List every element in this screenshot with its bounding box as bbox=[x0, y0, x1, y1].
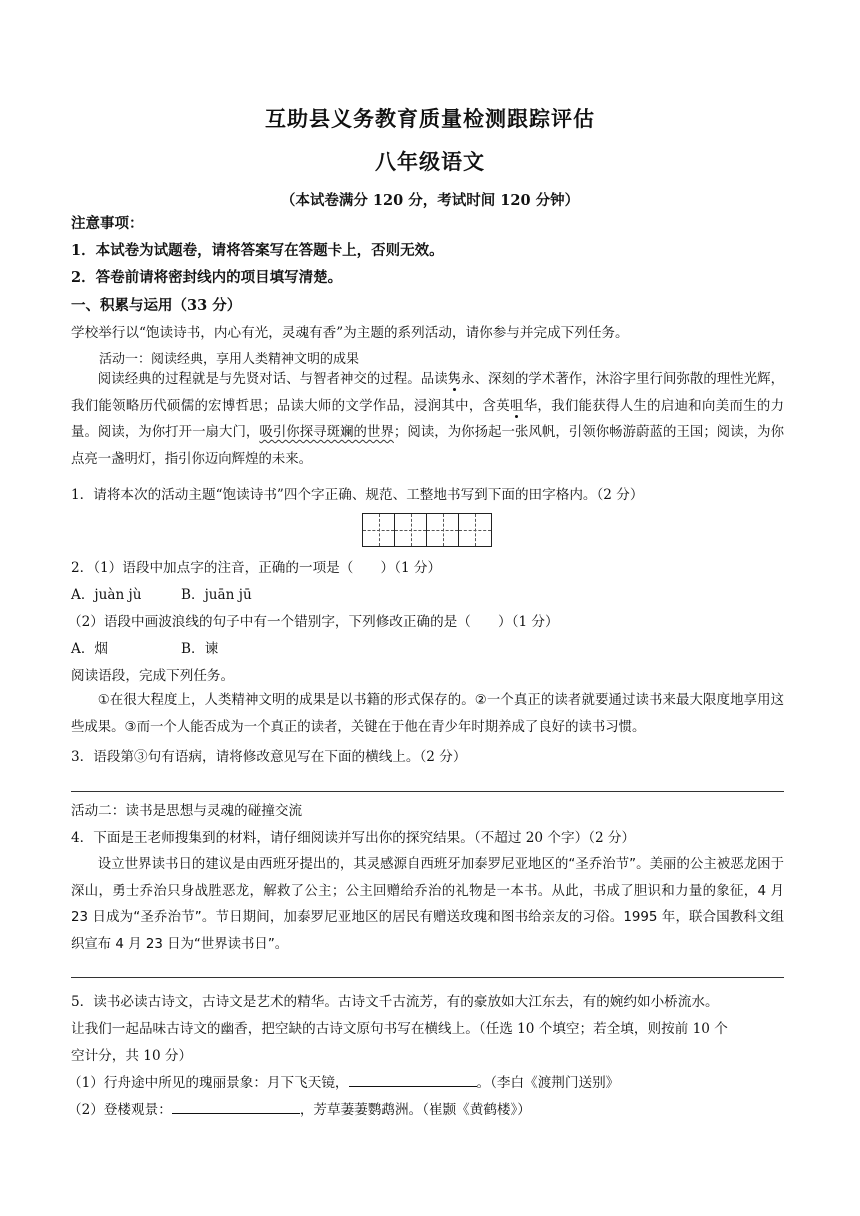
answer-line[interactable] bbox=[71, 791, 784, 792]
option-a: A．烟 bbox=[71, 641, 109, 657]
question-5-2-text: （2）登楼观景： bbox=[68, 1102, 172, 1118]
passage-3: 设立世界读书日的建议是由西班牙提出的，其灵感源自西班牙加泰罗尼亚地区的“圣乔治节”。美丽的公主被恶龙困于深山，勇士乔治只身战胜恶龙，解救了公主；公主回赠给乔治的礼物是一本书。从此，书成了胆识和力量的象征，4 月 23 日成为“圣乔治节”。节日期间，加泰罗尼亚地区的居民有赠送玫瑰和图书给亲友的习俗。1995 年，联合国教科文组织宣布 4 月 23 日为“世界读书日”。 bbox=[71, 857, 784, 952]
tianzige-grid[interactable] bbox=[362, 513, 492, 547]
tianzige-cell[interactable] bbox=[427, 514, 459, 546]
question-1: 1．请将本次的活动主题“饱读诗书”四个字正确、规范、工整地书写到下面的田字格内。（2 分） bbox=[71, 487, 644, 503]
question-5-1-text: （1）行舟途中所见的瑰丽景象：月下飞天镜， bbox=[68, 1075, 349, 1091]
question-5-line-1: 5．读书必读古诗文，古诗文是艺术的精华。古诗文千古流芳，有的豪放如大江东去，有的婉约如小桥流水。 bbox=[71, 994, 719, 1010]
question-5-2 bbox=[68, 1099, 781, 1121]
option-b: B．juān jū bbox=[181, 587, 252, 603]
passage-2: ①在很大程度上，人类精神文明的成果是以书籍的形式保存的。②一个真正的读者就要通过读书来最大限度地享用这些成果。③而一个人能否成为一个真正的读者，关键在于他在青少年时期养成了良好的读书习惯。 bbox=[71, 693, 784, 735]
question-5-line-2: 让我们一起品味古诗文的幽香，把空缺的古诗文原句书写在横线上。（任选 10 个填空；若全填，则按前 10 个 bbox=[71, 1021, 728, 1037]
tianzige-cell[interactable] bbox=[363, 514, 395, 546]
passage-1 bbox=[71, 367, 784, 473]
question-4: 4．下面是王老师搜集到的材料，请仔细阅读并写出你的探究结果。（不超过 20 个字）（2 分） bbox=[71, 830, 636, 846]
question-2-2-options bbox=[71, 638, 784, 660]
activity-1-title: 活动一：阅读经典，享用人类精神文明的成果 bbox=[99, 352, 360, 367]
notice-heading: 注意事项： bbox=[71, 215, 144, 232]
dotted-char-1: 隽 bbox=[447, 372, 462, 387]
answer-line[interactable] bbox=[71, 977, 784, 978]
passage-1-text: 永、深刻的学术著作，沐浴字里行间弥散的理性光辉，我们能领略历代硕儒的宏博哲思；品读大师的文学作品，浸润其中，含英 bbox=[71, 372, 785, 414]
reading-prompt: 阅读语段，完成下列任务。 bbox=[71, 668, 235, 684]
option-a: A．juàn jù bbox=[71, 587, 142, 603]
exam-title: 互助县义务教育质量检测跟踪评估 bbox=[265, 106, 595, 131]
tianzige-cell[interactable] bbox=[395, 514, 427, 546]
fill-blank[interactable] bbox=[172, 1099, 300, 1114]
dotted-char-2: 咀 bbox=[509, 398, 524, 414]
notice-item-2: 2．答卷前请将密封线内的项目填写清楚。 bbox=[71, 269, 343, 286]
passage-1-text: ；阅读，为你扬起一张风帆，引领你畅游蔚蓝的王国；阅读，为你点亮一盏明灯，指引你迈向辉煌的未来。 bbox=[71, 425, 785, 467]
question-5-line-3: 空计分，共 10 分） bbox=[71, 1048, 193, 1064]
question-2-1: 2．（1）语段中加点字的注音，正确的一项是（ ）（1 分） bbox=[71, 560, 442, 576]
question-5-1 bbox=[68, 1072, 781, 1094]
notice-item-1: 1．本试卷为试题卷，请将答案写在答题卡上，否则无效。 bbox=[71, 242, 444, 259]
score-note: （本试卷满分 120 分，考试时间 120 分钟） bbox=[280, 192, 580, 209]
section-intro: 学校举行以“饱读诗书，内心有光，灵魂有香”为主题的系列活动，请你参与并完成下列任务。 bbox=[71, 325, 629, 341]
question-2-2: （2）语段中画波浪线的句子中有一个错别字，下列修改正确的是（ ）（1 分） bbox=[68, 614, 559, 630]
exam-subject: 八年级语文 bbox=[375, 149, 485, 174]
wavy-underlined-sentence: 吸引你探寻斑斓的世界 bbox=[259, 425, 394, 440]
section-heading: 一、积累与运用（33 分） bbox=[71, 297, 242, 314]
question-5-1-source: 。（李白《渡荆门送别》 bbox=[476, 1075, 620, 1091]
question-5-2-source: ，芳草萋萋鹦鹉洲。（崔颢《黄鹤楼》） bbox=[299, 1102, 531, 1118]
fill-blank[interactable] bbox=[349, 1072, 477, 1087]
activity-2-title: 活动二：读书是思想与灵魂的碰撞交流 bbox=[71, 803, 303, 819]
option-b: B．谏 bbox=[181, 641, 219, 657]
question-3: 3．语段第③句有语病，请将修改意见写在下面的横线上。（2 分） bbox=[71, 749, 467, 765]
passage-1-text: 华，我们能获得人生的启迪和向美而生的力量。阅读，为你打开一扇大门， bbox=[71, 398, 784, 440]
passage-1-text: 阅读经典的过程就是与先贤对话、与智者神交的过程。品读 bbox=[97, 372, 448, 387]
question-2-1-options bbox=[71, 584, 784, 606]
tianzige-cell[interactable] bbox=[459, 514, 491, 546]
